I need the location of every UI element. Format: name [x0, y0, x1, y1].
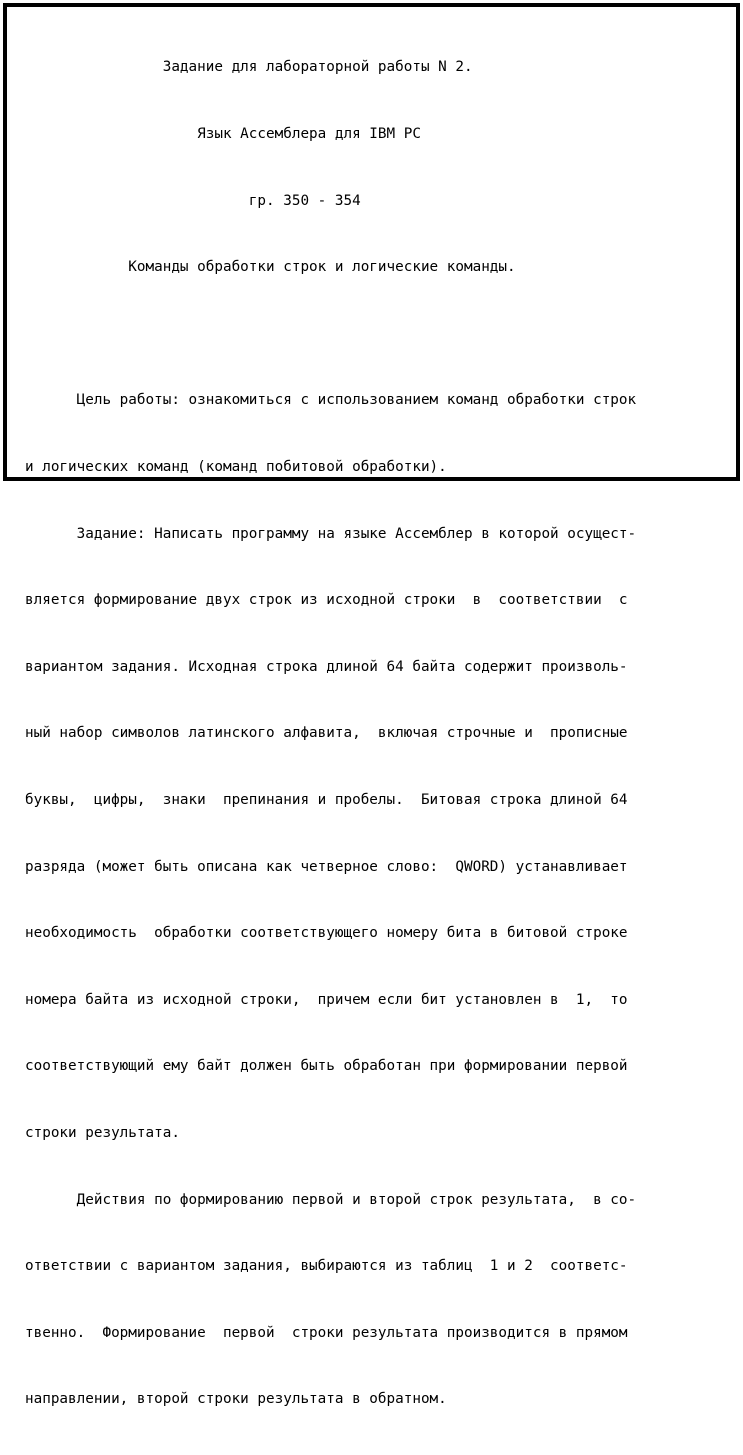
- paragraph-line: строки результата.: [25, 1124, 180, 1141]
- paragraph-line: вляется формирование двух строк из исходной строки в соответствии с: [25, 592, 628, 609]
- paragraph-line: твенно. Формирование первой строки результата производится в прямом: [25, 1324, 628, 1341]
- paragraph-line: Задание: Написать программу на языке Ассемблер в которой осущест-: [25, 525, 637, 542]
- paragraph-line: и логических команд (команд побитовой обработки).: [25, 458, 447, 475]
- paragraph-line: буквы, цифры, знаки препинания и пробелы. Битовая строка длиной 64: [25, 791, 628, 808]
- paragraph-line: необходимость обработки соответствующего номеру бита в битовой строке: [25, 925, 628, 942]
- document-subtitle-groups: гр. 350 - 354: [25, 192, 361, 209]
- paragraph-line: соответствующий ему байт должен быть обработан при формировании первой: [25, 1058, 628, 1075]
- paragraph-line: Действия по формированию первой и второй строк результата, в со-: [25, 1191, 637, 1208]
- paragraph-line: направлении, второй строки результата в обратном.: [25, 1391, 447, 1408]
- document-title: Задание для лабораторной работы N 2.: [25, 59, 473, 76]
- document-subtitle-language: Язык Ассемблера для IBM PC: [25, 126, 421, 142]
- paragraph-line: номера байта из исходной строки, причем если бит установлен в 1, то: [25, 991, 628, 1008]
- paragraph-line: Цель работы: ознакомиться с использованием команд обработки строк: [25, 392, 637, 409]
- paragraph-line: разряда (может быть описана как четверное слово: QWORD) устанавливает: [25, 858, 628, 875]
- paragraph-line: ный набор символов латинского алфавита, включая строчные и прописные: [25, 725, 628, 742]
- document-subtitle-topic: Команды обработки строк и логические команды.: [25, 259, 516, 276]
- blank-line: [25, 323, 636, 345]
- paragraph-line: вариантом задания. Исходная строка длиной 64 байта содержит произволь-: [25, 658, 628, 675]
- document-frame: [3, 3, 740, 1408]
- document-text: [25, 12, 636, 1455]
- paragraph-line: ответствии с вариантом задания, выбираются из таблиц 1 и 2 соответс-: [25, 1258, 628, 1275]
